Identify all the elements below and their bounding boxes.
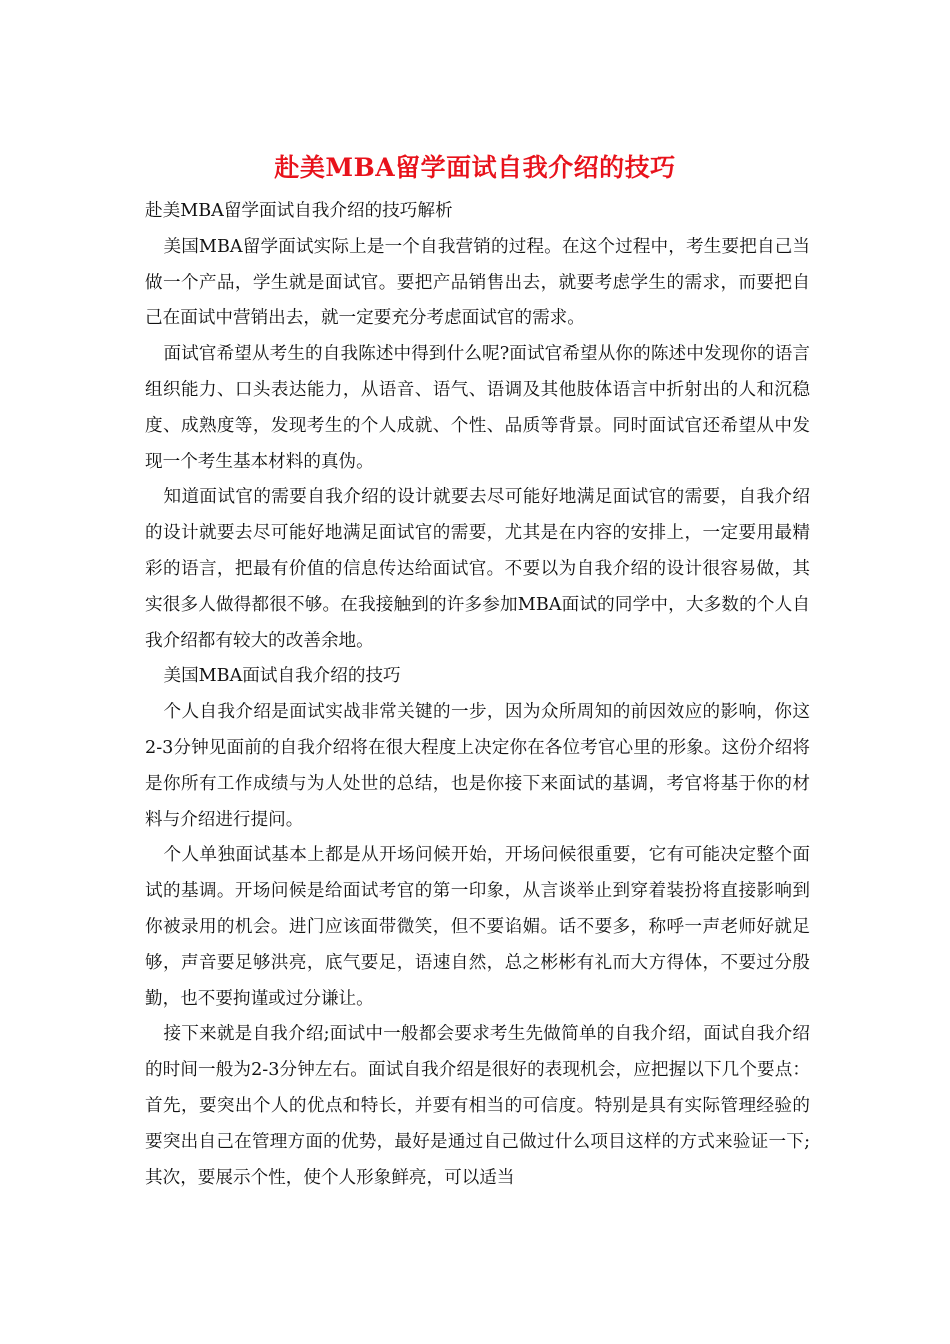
paragraph-key-step: 个人自我介绍是面试实战非常关键的一步，因为众所周知的前因效应的影响，你这2-3分钟见面前的自我介绍将在很大程度上决定你在各位考官心里的形象。这份介绍将是你所有工作成绩与为人处世的总结，也是你接下来面试的基调，考官将基于你的材料与介绍进行提问。 [145,702,810,830]
paragraph-self-marketing: 美国MBA留学面试实际上是一个自我营销的过程。在这个过程中，考生要把自己当做一个产品，学生就是面试官。要把产品销售出去，就要考虑学生的需求，而要把自己在面试中营销出去，就一定要充分考虑面试官的需求。 [145,236,810,329]
subtitle-paragraph: 赴美MBA留学面试自我介绍的技巧解析 [145,201,453,221]
document-body [145,194,810,1196]
section-heading-tips: 美国MBA面试自我介绍的技巧 [163,666,401,687]
paragraph-opening-greeting: 个人单独面试基本上都是从开场问候开始，开场问候很重要，它有可能决定整个面试的基调。开场问候是给面试考官的第一印象，从言谈举止到穿着装扮将直接影响到你被录用的机会。进门应该面带微笑，但不要谄媚。话不要多，称呼一声老师好就足够，声音要足够洪亮，底气要足，语速自然，总之彬彬有礼而大方得体，不要过分殷勤，也不要拘谨或过分谦让。 [145,845,810,1009]
document-title: 赴美MBA留学面试自我介绍的技巧 [274,153,676,182]
paragraph-interviewer-expectations: 面试官希望从考生的自我陈述中得到什么呢?面试官希望从你的陈述中发现你的语言组织能力、口头表达能力，从语音、语气、语调及其他肢体语言中折射出的人和沉稳度、成熟度等，发现考生的个人成就、个性、品质等背景。同时面试官还希望从中发现一个考生基本材料的真伪。 [145,344,810,472]
paragraph-self-introduction-points: 接下来就是自我介绍;面试中一般都会要求考生先做简单的自我介绍，面试自我介绍的时间一般为2-3分钟左右。面试自我介绍是很好的表现机会，应把握以下几个要点：首先，要突出个人的优点和特长，并要有相当的可信度。特别是具有实际管理经验的要突出自己在管理方面的优势，最好是通过自己做过什么项目这样的方式来验证一下;其次，要展示个性，使个人形象鲜亮，可以适当 [145,1024,810,1188]
paragraph-design-intro: 知道面试官的需要自我介绍的设计就要去尽可能好地满足面试官的需要，自我介绍的设计就要去尽可能好地满足面试官的需要，尤其是在内容的安排上，一定要用最精彩的语言，把最有价值的信息传达给面试官。不要以为自我介绍的设计很容易做，其实很多人做得都很不够。在我接触到的许多参加MBA面试的同学中，大多数的个人自我介绍都有较大的改善余地。 [145,487,810,651]
